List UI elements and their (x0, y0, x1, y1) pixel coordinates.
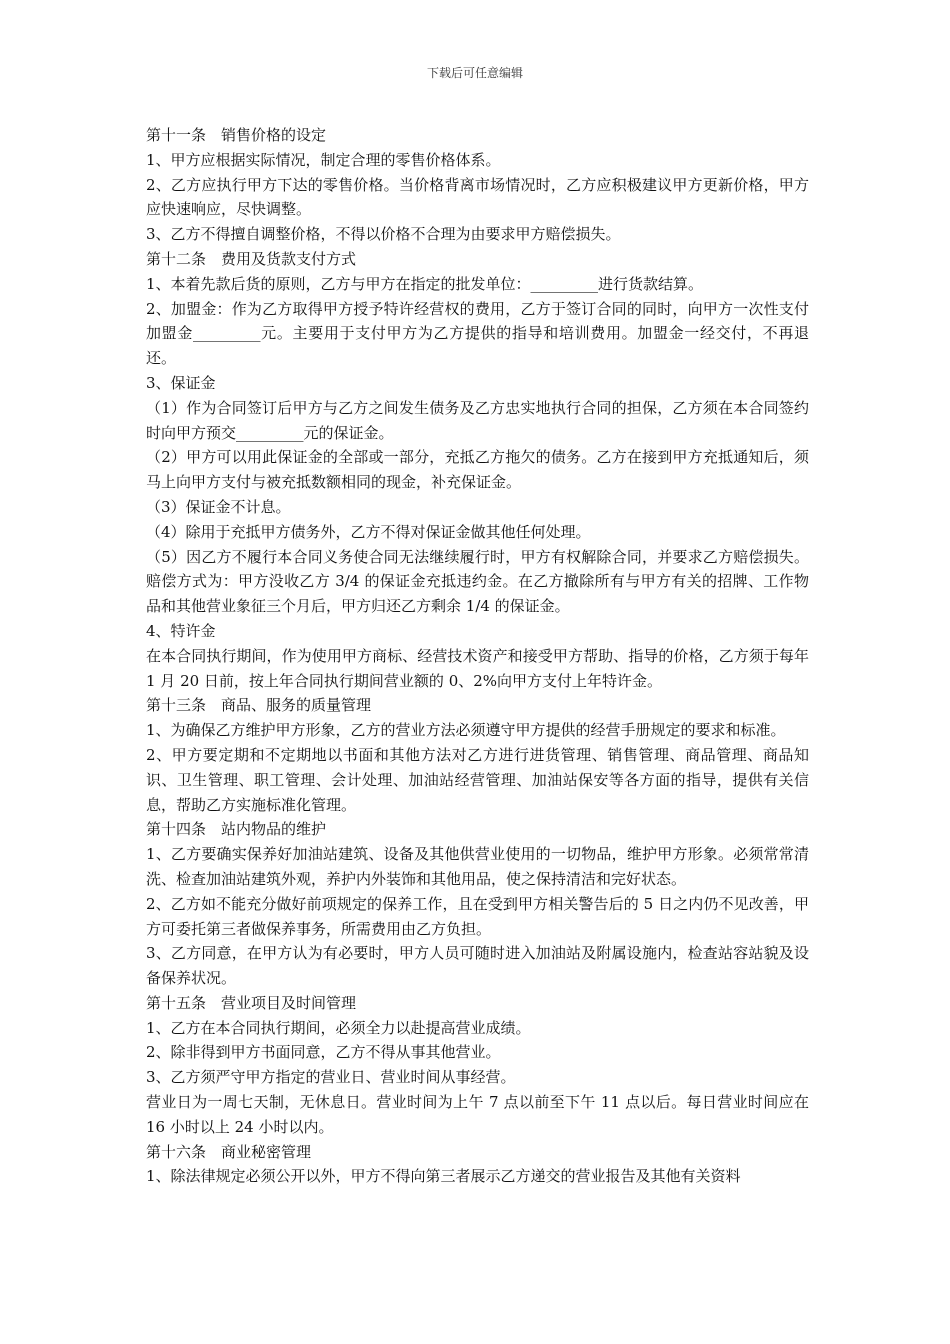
article-heading: 第十四条 站内物品的维护 (146, 820, 327, 839)
document-body (146, 123, 809, 1189)
clause: 1、乙方在本合同执行期间，必须全力以赴提高营业成绩。 (146, 1018, 531, 1037)
clause: 2、除非得到甲方书面同意，乙方不得从事其他营业。 (146, 1043, 501, 1062)
clause: 1、为确保乙方维护甲方形象，乙方的营业方法必须遵守甲方提供的经营手册规定的要求和标准。 (146, 721, 786, 740)
clause: 3、乙方不得擅自调整价格，不得以价格不合理为由要求甲方赔偿损失。 (146, 225, 621, 244)
clause: 1、除法律规定必须公开以外，甲方不得向第三者展示乙方递交的营业报告及其他有关资料 (146, 1167, 741, 1186)
clause: 2、加盟金：作为乙方取得甲方授予特许经营权的费用，乙方于签订合同的同时，向甲方一次性支付加盟金_________元。主要用于支付甲方为乙方提供的指导和培训费用。加盟金一经交付，不再退还。 (146, 299, 809, 368)
article-heading: 第十五条 营业项目及时间管理 (146, 993, 357, 1012)
article-heading: 第十六条 商业秘密管理 (146, 1142, 312, 1161)
page-header: 下载后可任意编辑 (426, 66, 523, 80)
article-heading: 第十三条 商品、服务的质量管理 (146, 696, 372, 715)
clause: 3、乙方须严守甲方指定的营业日、营业时间从事经营。 (146, 1068, 516, 1087)
clause: 2、乙方如不能充分做好前项规定的保养工作，且在受到甲方相关警告后的 5 日之内仍不见改善，甲方可委托第三者做保养事务，所需费用由乙方负担。 (146, 894, 809, 938)
clause-body: 营业日为一周七天制，无休息日。营业时间为上午 7 点以前至下午 11 点以后。每日营业时间应在 16 小时以上 24 小时以内。 (146, 1093, 809, 1136)
clause: 2、甲方要定期和不定期地以书面和其他方法对乙方进行进货管理、销售管理、商品管理、商品知识、卫生管理、职工管理、会计处理、加油站经营管理、加油站保安等各方面的指导，提供有关信息，帮助乙方实施标准化管理。 (146, 745, 809, 814)
sub-clause: （2）甲方可以用此保证金的全部或一部分，充抵乙方拖欠的债务。乙方在接到甲方充抵通知后，须马上向甲方支付与被充抵数额相同的现金，补充保证金。 (146, 448, 809, 492)
clause: 1、乙方要确实保养好加油站建筑、设备及其他供营业使用的一切物品，维护甲方形象。必须常常清洗、检查加油站建筑外观，养护内外装饰和其他用品，使之保持清洁和完好状态。 (146, 845, 809, 888)
article-heading: 第十一条 销售价格的设定 (146, 126, 327, 144)
clause: 2、乙方应执行甲方下达的零售价格。当价格背离市场情况时，乙方应积极建议甲方更新价格，甲方应快速响应，尽快调整。 (146, 175, 809, 219)
clause: 4、特许金 (146, 621, 216, 640)
clause: 1、本着先款后货的原则，乙方与甲方在指定的批发单位：_________进行货款结算。 (146, 274, 704, 293)
sub-clause: （1）作为合同签订后甲方与乙方之间发生债务及乙方忠实地执行合同的担保，乙方须在本合同签约时向甲方预交_________元的保证金。 (146, 398, 809, 442)
sub-clause: （4）除用于充抵甲方债务外，乙方不得对保证金做其他任何处理。 (146, 522, 591, 541)
clause: 3、乙方同意，在甲方认为有必要时，甲方人员可随时进入加油站及附属设施内，检查站容站貌及设备保养状况。 (146, 944, 809, 988)
sub-clause: （5）因乙方不履行本合同义务使合同无法继续履行时，甲方有权解除合同，并要求乙方赔偿损失。赔偿方式为：甲方没收乙方 3/4 的保证金充抵违约金。在乙方撤除所有与甲方有关的招牌、工作物品和其他营业象征三个月后，甲方归还乙方剩余 1/4 的保证金。 (146, 547, 809, 616)
sub-clause: （3）保证金不计息。 (146, 497, 291, 516)
clause: 3、保证金 (146, 373, 216, 392)
clause-body: 在本合同执行期间，作为使用甲方商标、经营技术资产和接受甲方帮助、指导的价格，乙方须于每年 1 月 20 日前，按上年合同执行期间营业额的 0、2%向甲方支付上年特许金。 (146, 646, 809, 690)
article-heading: 第十二条 费用及货款支付方式 (146, 249, 357, 268)
clause: 1、甲方应根据实际情况，制定合理的零售价格体系。 (146, 150, 501, 169)
